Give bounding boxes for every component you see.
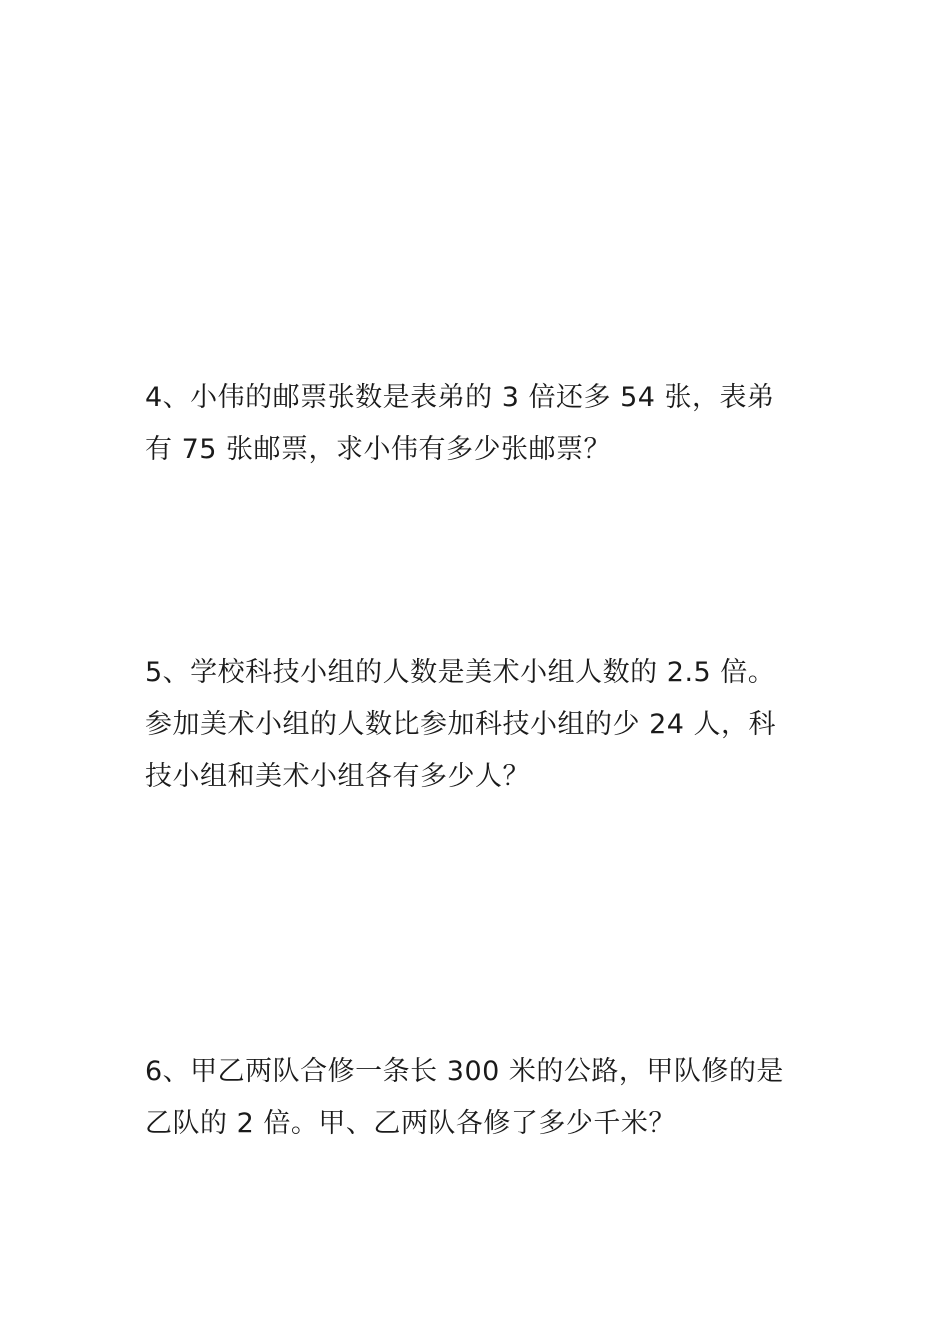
problem-5-line-1: 5、学校科技小组的人数是美术小组人数的 2.5 倍。 (145, 657, 776, 688)
problem-5 (145, 647, 810, 803)
problem-6 (145, 1046, 810, 1150)
problem-5-line-2: 参加美术小组的人数比参加科技小组的少 24 人，科 (145, 709, 777, 740)
problem-6-line-2: 乙队的 2 倍。甲、乙两队各修了多少千米？ (145, 1108, 676, 1139)
problem-5-line-3: 技小组和美术小组各有多少人？ (145, 761, 530, 792)
problem-4-line-1: 4、小伟的邮票张数是表弟的 3 倍还多 54 张，表弟 (145, 382, 775, 413)
problem-4 (145, 372, 810, 476)
problem-4-line-2: 有 75 张邮票，求小伟有多少张邮票？ (145, 434, 612, 465)
problem-6-line-1: 6、甲乙两队合修一条长 300 米的公路，甲队修的是 (145, 1056, 784, 1087)
